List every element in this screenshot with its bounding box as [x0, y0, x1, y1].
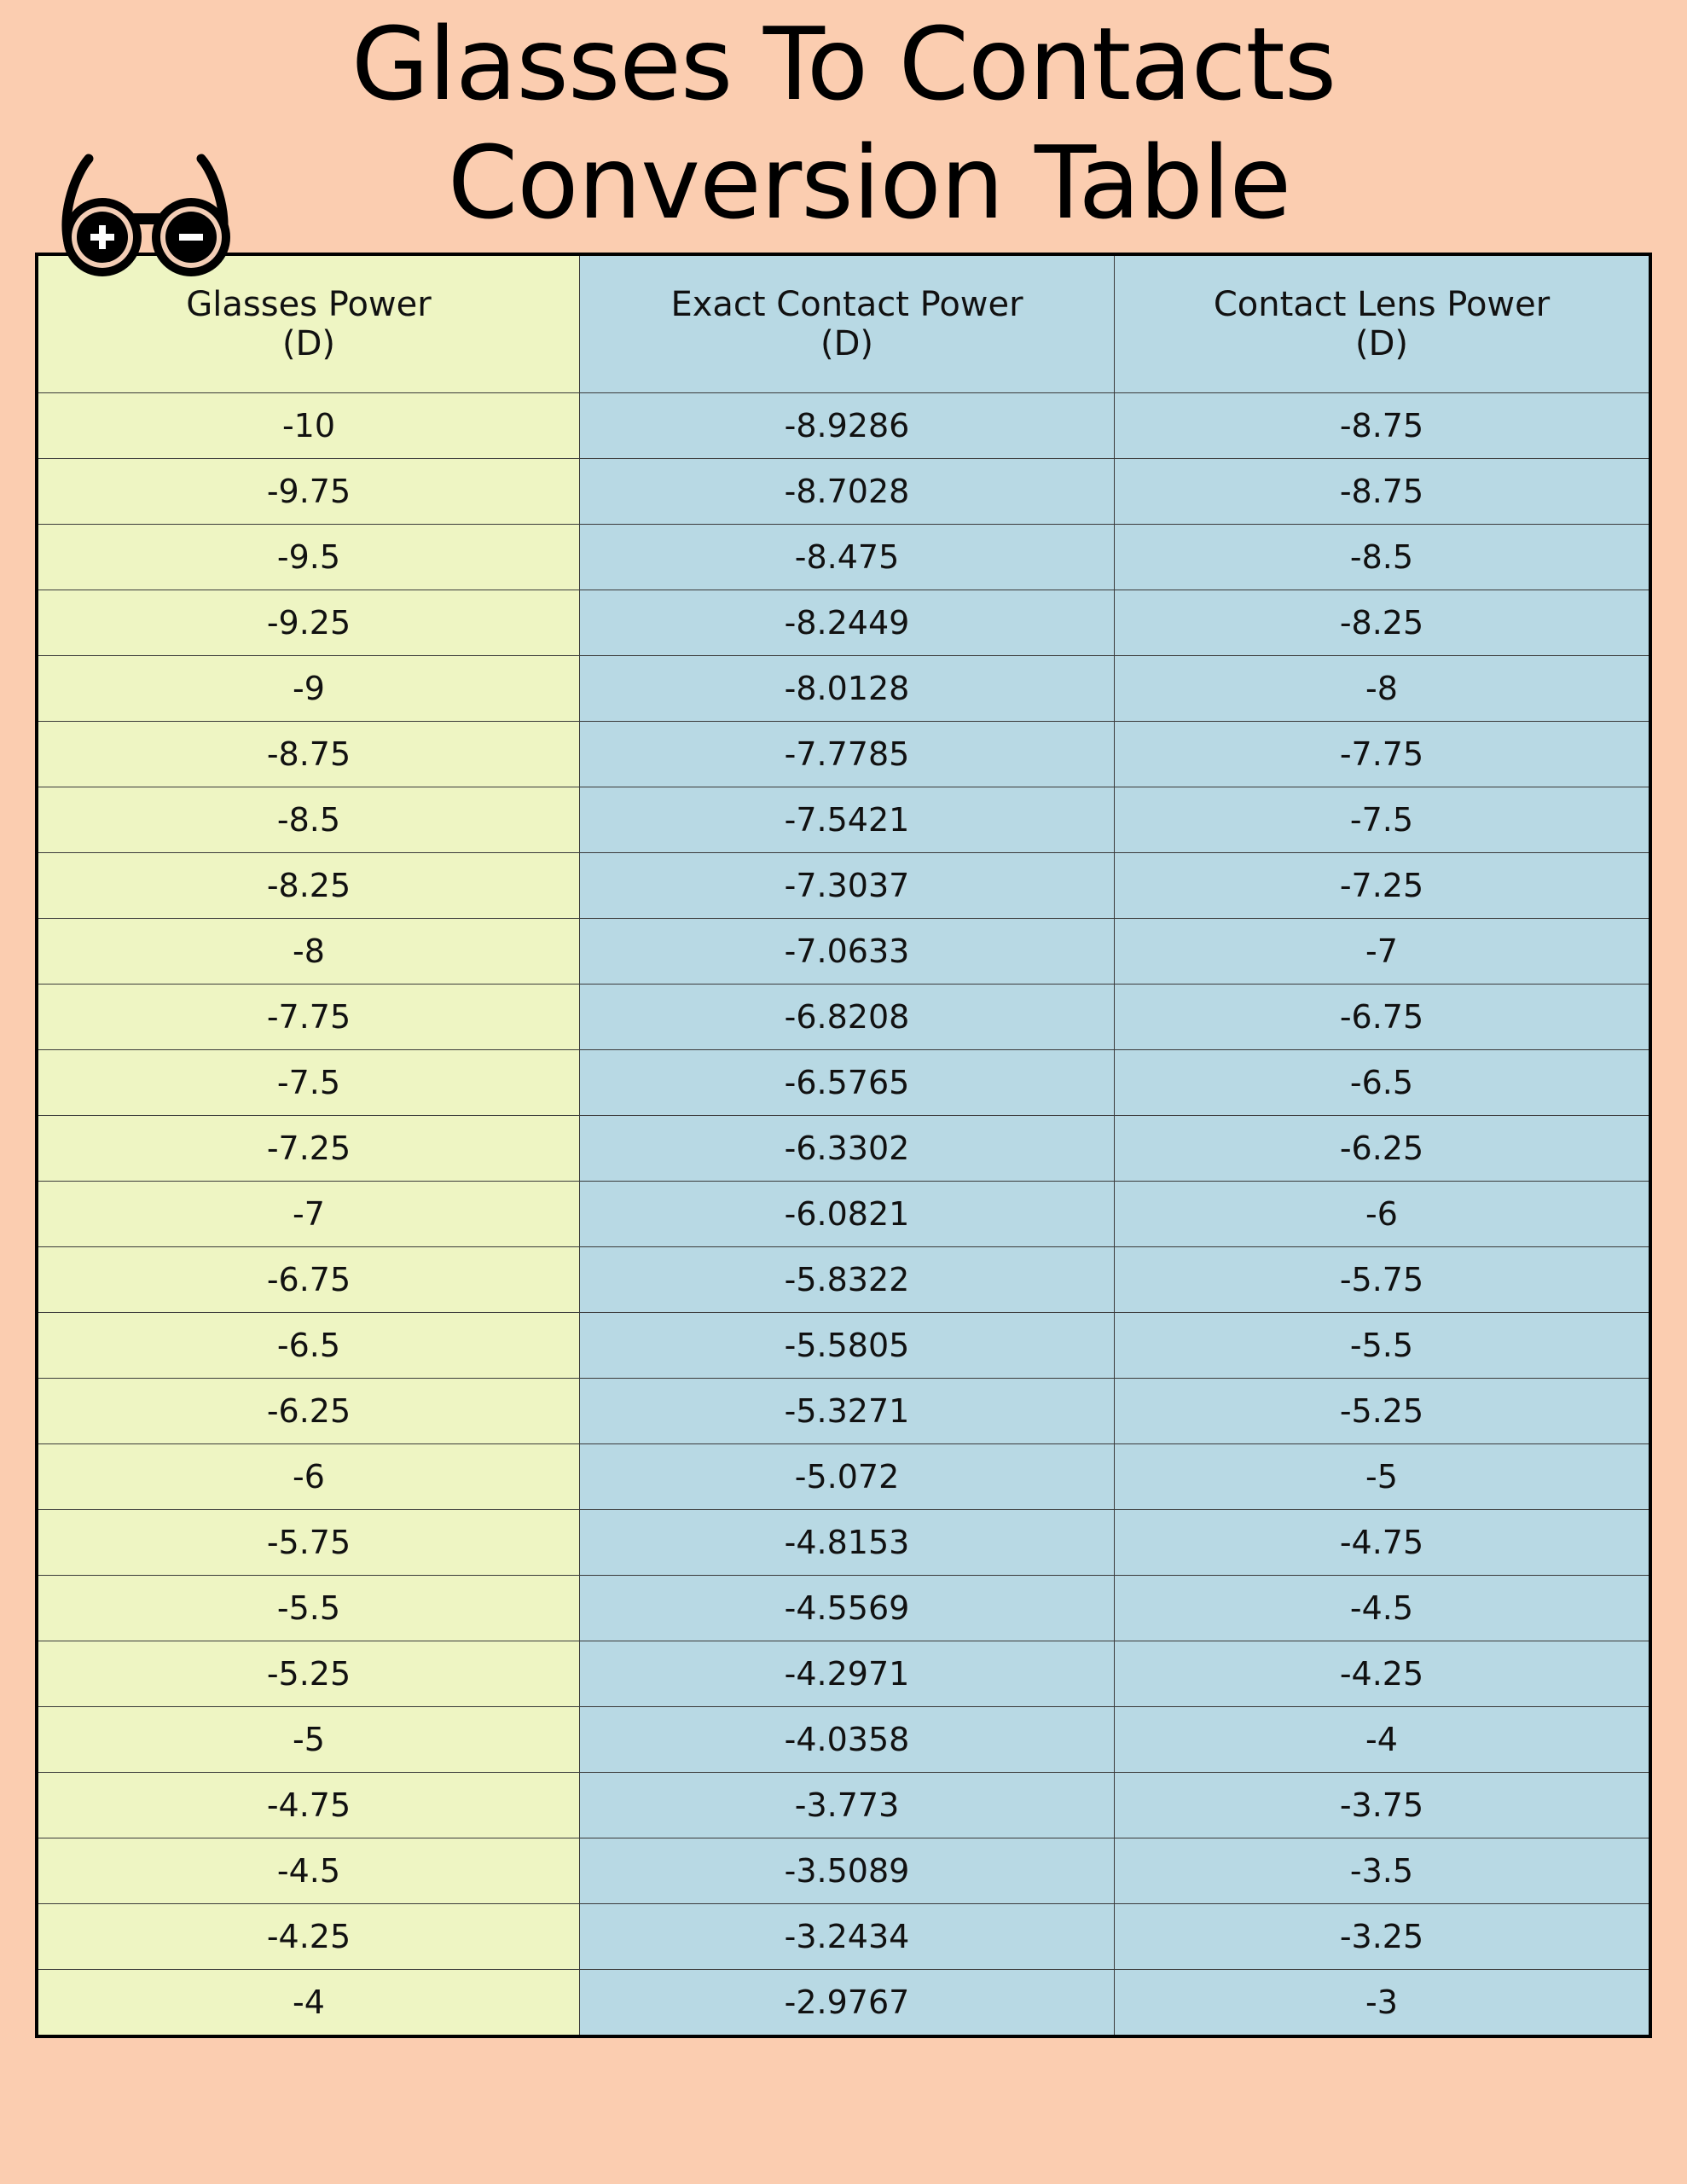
cell-glasses-power: -4.75	[37, 1773, 580, 1838]
cell-contact-lens-power: -6	[1115, 1182, 1651, 1247]
table-row	[37, 787, 1650, 853]
cell-exact-contact-power: -8.2449	[580, 590, 1115, 656]
cell-exact-contact-power: -4.8153	[580, 1510, 1115, 1576]
table-row	[37, 1182, 1650, 1247]
table-row	[37, 656, 1650, 722]
cell-exact-contact-power: -4.5569	[580, 1576, 1115, 1641]
cell-exact-contact-power: -6.8208	[580, 985, 1115, 1050]
cell-contact-lens-power: -7.75	[1115, 722, 1651, 787]
cell-glasses-power: -8.25	[37, 853, 580, 919]
cell-exact-contact-power: -8.0128	[580, 656, 1115, 722]
cell-exact-contact-power: -7.7785	[580, 722, 1115, 787]
cell-exact-contact-power: -5.5805	[580, 1313, 1115, 1379]
table-row	[37, 1510, 1650, 1576]
cell-exact-contact-power: -2.9767	[580, 1970, 1115, 2037]
table-row	[37, 1444, 1650, 1510]
column-header-glasses-power-name: Glasses Power	[186, 285, 432, 325]
cell-contact-lens-power: -6.75	[1115, 985, 1651, 1050]
column-header-exact-contact-power-unit: (D)	[820, 324, 873, 364]
table-row	[37, 525, 1650, 590]
cell-exact-contact-power: -4.0358	[580, 1707, 1115, 1773]
table-row	[37, 1379, 1650, 1444]
cell-contact-lens-power: -7	[1115, 919, 1651, 985]
cell-exact-contact-power: -6.0821	[580, 1182, 1115, 1247]
cell-contact-lens-power: -6.25	[1115, 1116, 1651, 1182]
glasses-icon	[44, 147, 266, 283]
cell-contact-lens-power: -5.25	[1115, 1379, 1651, 1444]
table-row	[37, 985, 1650, 1050]
table-row	[37, 459, 1650, 525]
column-header-contact-lens-power	[1115, 254, 1651, 393]
cell-contact-lens-power: -4.25	[1115, 1641, 1651, 1707]
cell-glasses-power: -4.5	[37, 1838, 580, 1904]
title-line-1: Glasses To Contacts	[351, 5, 1336, 123]
table-row	[37, 1838, 1650, 1904]
cell-glasses-power: -9.5	[37, 525, 580, 590]
cell-glasses-power: -5	[37, 1707, 580, 1773]
cell-contact-lens-power: -6.5	[1115, 1050, 1651, 1116]
cell-glasses-power: -7.75	[37, 985, 580, 1050]
cell-contact-lens-power: -4.5	[1115, 1576, 1651, 1641]
cell-exact-contact-power: -7.3037	[580, 853, 1115, 919]
cell-contact-lens-power: -8.75	[1115, 393, 1651, 459]
cell-exact-contact-power: -5.072	[580, 1444, 1115, 1510]
table-row	[37, 1247, 1650, 1313]
column-header-contact-lens-power-unit: (D)	[1354, 324, 1408, 364]
table-header-row	[37, 254, 1650, 393]
cell-exact-contact-power: -3.2434	[580, 1904, 1115, 1970]
table-row	[37, 1904, 1650, 1970]
cell-contact-lens-power: -8.25	[1115, 590, 1651, 656]
cell-contact-lens-power: -4	[1115, 1707, 1651, 1773]
cell-glasses-power: -8	[37, 919, 580, 985]
cell-glasses-power: -4	[37, 1970, 580, 2037]
cell-glasses-power: -5.75	[37, 1510, 580, 1576]
cell-glasses-power: -10	[37, 393, 580, 459]
cell-contact-lens-power: -3.25	[1115, 1904, 1651, 1970]
cell-contact-lens-power: -4.75	[1115, 1510, 1651, 1576]
cell-exact-contact-power: -7.5421	[580, 787, 1115, 853]
cell-glasses-power: -9	[37, 656, 580, 722]
cell-exact-contact-power: -5.8322	[580, 1247, 1115, 1313]
cell-glasses-power: -9.25	[37, 590, 580, 656]
cell-contact-lens-power: -7.5	[1115, 787, 1651, 853]
cell-exact-contact-power: -8.475	[580, 525, 1115, 590]
cell-glasses-power: -9.75	[37, 459, 580, 525]
column-header-exact-contact-power-name: Exact Contact Power	[670, 285, 1023, 325]
cell-glasses-power: -8.75	[37, 722, 580, 787]
cell-exact-contact-power: -3.5089	[580, 1838, 1115, 1904]
table-body	[37, 393, 1650, 2037]
cell-exact-contact-power: -6.3302	[580, 1116, 1115, 1182]
table-row	[37, 1773, 1650, 1838]
cell-contact-lens-power: -3.5	[1115, 1838, 1651, 1904]
cell-contact-lens-power: -8	[1115, 656, 1651, 722]
column-header-exact-contact-power	[580, 254, 1115, 393]
cell-contact-lens-power: -5.5	[1115, 1313, 1651, 1379]
table-row	[37, 1116, 1650, 1182]
cell-glasses-power: -6.5	[37, 1313, 580, 1379]
cell-glasses-power: -6.75	[37, 1247, 580, 1313]
table-row	[37, 1576, 1650, 1641]
table-row	[37, 393, 1650, 459]
cell-contact-lens-power: -5.75	[1115, 1247, 1651, 1313]
table-row	[37, 853, 1650, 919]
cell-glasses-power: -7.25	[37, 1116, 580, 1182]
table-row	[37, 1970, 1650, 2037]
cell-exact-contact-power: -3.773	[580, 1773, 1115, 1838]
column-header-glasses-power-unit: (D)	[281, 324, 335, 364]
cell-exact-contact-power: -6.5765	[580, 1050, 1115, 1116]
conversion-table	[35, 253, 1652, 2038]
cell-contact-lens-power: -8.5	[1115, 525, 1651, 590]
cell-contact-lens-power: -5	[1115, 1444, 1651, 1510]
cell-exact-contact-power: -4.2971	[580, 1641, 1115, 1707]
cell-glasses-power: -7	[37, 1182, 580, 1247]
page-title	[0, 0, 1687, 242]
table-row	[37, 1050, 1650, 1116]
table-row	[37, 590, 1650, 656]
title-line-2: Conversion Table	[447, 124, 1291, 242]
cell-contact-lens-power: -7.25	[1115, 853, 1651, 919]
cell-contact-lens-power: -3	[1115, 1970, 1651, 2037]
cell-glasses-power: -6.25	[37, 1379, 580, 1444]
table-row	[37, 919, 1650, 985]
cell-glasses-power: -5.25	[37, 1641, 580, 1707]
cell-glasses-power: -7.5	[37, 1050, 580, 1116]
cell-exact-contact-power: -8.7028	[580, 459, 1115, 525]
cell-contact-lens-power: -3.75	[1115, 1773, 1651, 1838]
cell-contact-lens-power: -8.75	[1115, 459, 1651, 525]
cell-glasses-power: -6	[37, 1444, 580, 1510]
table-row	[37, 1641, 1650, 1707]
cell-glasses-power: -4.25	[37, 1904, 580, 1970]
cell-exact-contact-power: -5.3271	[580, 1379, 1115, 1444]
column-header-contact-lens-power-name: Contact Lens Power	[1213, 285, 1551, 325]
cell-exact-contact-power: -8.9286	[580, 393, 1115, 459]
table-row	[37, 722, 1650, 787]
table-row	[37, 1707, 1650, 1773]
cell-exact-contact-power: -7.0633	[580, 919, 1115, 985]
cell-glasses-power: -8.5	[37, 787, 580, 853]
table-row	[37, 1313, 1650, 1379]
cell-glasses-power: -5.5	[37, 1576, 580, 1641]
